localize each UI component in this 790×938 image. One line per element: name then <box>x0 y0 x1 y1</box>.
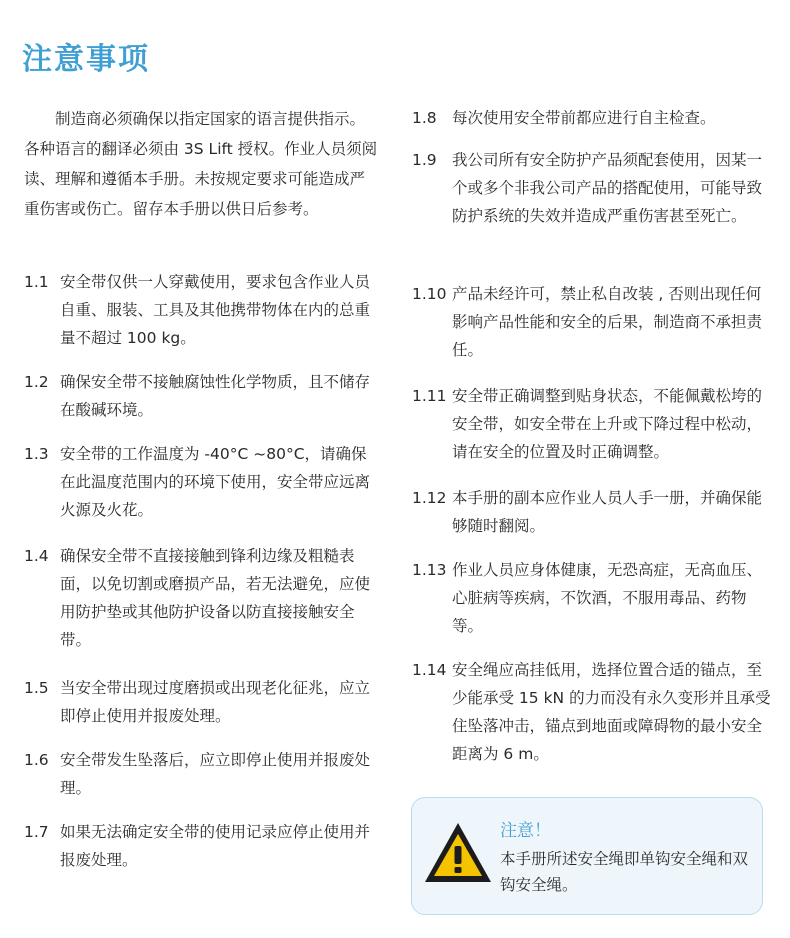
list-item <box>24 440 382 524</box>
notice-text: 本手册所述安全绳即单钩安全绳和双钩安全绳。 <box>500 850 749 894</box>
list-item <box>24 818 382 874</box>
item-text: 当安全带出现过度磨损或出现老化征兆，应立即停止使用并报废处理。 <box>60 679 371 725</box>
item-text: 确保安全带不直接接触到锋利边缘及粗糙表面，以免切割或磨损产品，若无法避免，应使用防护垫或其他防护设备以防直接接触安全带。 <box>60 547 371 649</box>
item-text: 如果无法确定安全带的使用记录应停止使用并报废处理。 <box>60 823 371 869</box>
item-number: 1.3 <box>24 445 49 463</box>
item-text: 安全绳应高挂低用，选择位置合适的锚点，至少能承受 15 kN 的力而没有永久变形并且承受住坠落冲击，锚点到地面或障碍物的最小安全距离为 6 m。 <box>452 661 771 763</box>
list-item <box>24 542 382 654</box>
list-item <box>412 104 716 132</box>
item-number: 1.13 <box>412 561 447 579</box>
item-text: 确保安全带不接触腐蚀性化学物质，且不储存在酸碱环境。 <box>60 373 371 419</box>
notice-title: 注意！ <box>500 821 551 841</box>
item-number: 1.6 <box>24 751 49 769</box>
list-item <box>412 280 772 364</box>
item-number: 1.11 <box>412 387 447 405</box>
item-text: 安全带的工作温度为 -40°C ~80°C，请确保在此温度范围内的环境下使用，安全带应远离火源及火花。 <box>60 445 371 519</box>
list-item <box>412 484 772 540</box>
item-text: 安全带仅供一人穿戴使用，要求包含作业人员自重、服装、工具及其他携带物体在内的总重量不超过 100 kg。 <box>60 273 371 347</box>
item-number: 1.4 <box>24 547 49 565</box>
list-item <box>24 268 382 352</box>
item-text: 作业人员应身体健康，无恐高症，无高血压、心脏病等疾病，不饮酒，不服用毒品、药物等。 <box>452 561 763 635</box>
list-item <box>412 382 772 466</box>
item-number: 1.1 <box>24 273 49 291</box>
item-text: 产品未经许可，禁止私自改装 , 否则出现任何影响产品性能和安全的后果，制造商不承担责任。 <box>452 285 763 359</box>
item-text: 每次使用安全带前都应进行自主检查。 <box>452 109 716 127</box>
item-number: 1.14 <box>412 661 447 679</box>
list-item <box>412 556 772 640</box>
item-number: 1.5 <box>24 679 49 697</box>
list-item <box>24 746 382 802</box>
intro-paragraph: 制造商必须确保以指定国家的语言提供指示。各种语言的翻译必须由 3S Lift 授权。作业人员须阅读、理解和遵循本手册。未按规定要求可能造成严重伤害或伤亡。留存本手册以供日后参考。 <box>24 110 378 218</box>
warning-icon <box>422 820 494 886</box>
item-number: 1.7 <box>24 823 49 841</box>
item-text: 安全带正确调整到贴身状态，不能佩戴松垮的安全带，如安全带在上升或下降过程中松动，请在安全的位置及时正确调整。 <box>452 387 763 461</box>
list-item <box>412 656 772 768</box>
list-item <box>24 368 382 424</box>
item-number: 1.2 <box>24 373 49 391</box>
item-number: 1.9 <box>412 151 437 169</box>
notice-box <box>411 797 763 915</box>
item-text: 本手册的副本应作业人员人手一册，并确保能够随时翻阅。 <box>452 489 763 535</box>
list-item <box>24 674 382 730</box>
item-text: 我公司所有安全防护产品须配套使用，因某一个或多个非我公司产品的搭配使用，可能导致防护系统的失效并造成严重伤害甚至死亡。 <box>452 151 763 225</box>
item-number: 1.12 <box>412 489 447 507</box>
item-text: 安全带发生坠落后，应立即停止使用并报废处理。 <box>60 751 371 797</box>
item-number: 1.8 <box>412 109 437 127</box>
page-title: 注意事项 <box>22 42 150 77</box>
item-number: 1.10 <box>412 285 447 303</box>
list-item <box>412 146 772 230</box>
